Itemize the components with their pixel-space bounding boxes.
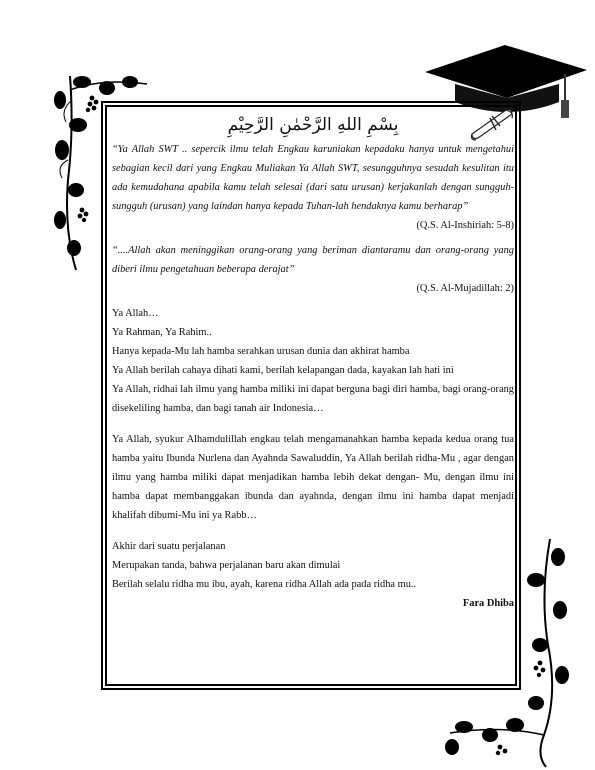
prayer-closing: Ya Allah, ridhai lah ilmu yang hamba miliki ini dapat berguna bagi diri hamba, bagi orang-orang disekeliling hamba, dan bagi tanah air Indonesia…	[112, 384, 514, 414]
verse-quote-1: “Ya Allah SWT .. sepercik ilmu telah Engkau karuniakan kepadaku hanya untuk mengetahui sebagian kecil dari yang Engkau Muliakan Ya Allah SWT, sesungguhnya sesudah kesulitan itu ada kemudahana apabila kamu telah selesai (dari satu urusan) kerjakanlah dengan sungguh-sungguh (urusan) yang laindan hanya kepada Tuhan-lah hendaknya kamu berharap”	[112, 144, 514, 212]
dedication-content	[112, 112, 514, 613]
prayer-line: Ya Allah berilah cahaya dihati kami, berilah kelapangan dada, kayakan lah hati ini	[112, 365, 454, 376]
verse-reference-1: (Q.S. Al-Inshiriah: 5-8)	[416, 220, 514, 231]
prayer-line: Ya Rahman, Ya Rahim..	[112, 327, 212, 338]
bismillah-text: بِسْمِ اللهِ الرَّحْمٰنِ الرَّحِيْمِ	[227, 115, 399, 135]
verse-reference-2: (Q.S. Al-Mujadillah: 2)	[416, 283, 514, 294]
ending-line: Berilah selalu ridha mu ibu, ayah, karena ridha Allah ada pada ridha mu..	[112, 579, 417, 590]
diploma-scroll-icon	[466, 104, 516, 144]
bismillah-calligraphy	[112, 112, 514, 140]
ending-line: Akhir dari suatu perjalanan	[112, 541, 226, 552]
ending-line: Merupakan tanda, bahwa perjalanan baru akan dimulai	[112, 560, 341, 571]
gratitude-paragraph: Ya Allah, syukur Alhamdulillah engkau telah mengamanahkan hamba kepada kedua orang tua hamba yaitu Ibunda Nurlena dan Ayahnda Sawaluddin, Ya Allah berilah ridha-Mu , agar dengan ilmu yang hamba miliki dapat menjadikan hamba lebih dekat dengan- Mu, dengan ilmu ini hamba dapat membanggakan ibunda dan ayahnda, dengan ilmu ini hamba dapat menjadi khalifah dibumi-Mu ini ya Rabb…	[112, 434, 514, 521]
prayer-line: Ya Allah…	[112, 308, 159, 319]
prayer-line: Hanya kepada-Mu lah hamba serahkan urusan dunia dan akhirat hamba	[112, 346, 410, 357]
verse-quote-2: “....Allah akan meninggikan orang-orang yang beriman diantaramu dan orang-orang yang diberi ilmu pengetahuan beberapa derajat”	[112, 245, 514, 275]
author-signature: Fara Dhiba	[462, 598, 514, 609]
